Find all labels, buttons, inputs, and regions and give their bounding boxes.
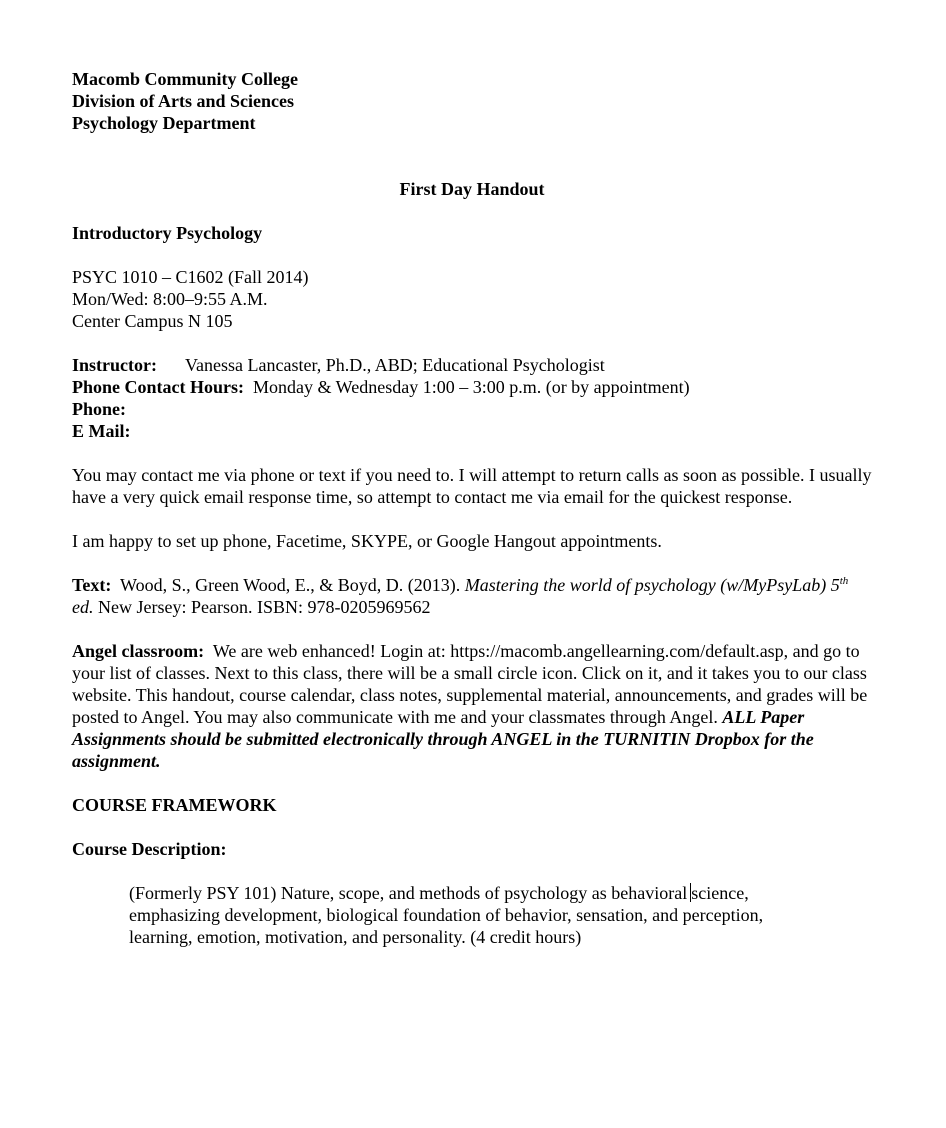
instructor-label: Instructor: <box>72 355 157 375</box>
instructor-value: Vanessa Lancaster, Ph.D., ABD; Educational Psychologist <box>185 355 605 375</box>
division-name: Division of Arts and Sciences <box>72 91 295 111</box>
textbook-citation <box>72 574 872 618</box>
description-text-end: science, emphasizing development, biological foundation of behavior, sensation, and perception, learning, emotion, motivation, and personality. (4 credit hours) <box>129 883 764 947</box>
phone-label: Phone: <box>72 399 126 419</box>
email-label: E Mail: <box>72 421 131 441</box>
text-title: Mastering the world of psychology (w/MyPsyLab) 5 <box>464 575 840 595</box>
contact-block <box>72 354 872 442</box>
course-info <box>72 266 872 332</box>
course-section: PSYC 1010 – C1602 (Fall 2014) <box>72 267 309 287</box>
text-label: Text: <box>72 575 112 595</box>
text-publisher: New Jersey: Pearson. ISBN: 978-0205969562 <box>98 597 431 617</box>
instructor-line <box>72 354 872 376</box>
text-edition-suffix: ed. <box>72 597 94 617</box>
document-title: First Day Handout <box>399 179 545 199</box>
course-location: Center Campus N 105 <box>72 311 233 331</box>
hours-line <box>72 376 872 398</box>
institution-header <box>72 68 872 134</box>
angel-label: Angel classroom: <box>72 641 205 661</box>
text-authors: Wood, S., Green Wood, E., & Boyd, D. (2013). <box>120 575 461 595</box>
course-name: Introductory Psychology <box>72 223 263 243</box>
course-schedule: Mon/Wed: 8:00–9:55 A.M. <box>72 289 268 309</box>
text-edition-sup: th <box>839 575 849 587</box>
department-name: Psychology Department <box>72 113 256 133</box>
angel-paragraph <box>72 640 872 772</box>
framework-heading: COURSE FRAMEWORK <box>72 795 277 815</box>
college-name: Macomb Community College <box>72 69 298 89</box>
document-page <box>72 68 872 948</box>
course-description <box>72 882 829 948</box>
contact-note: You may contact me via phone or text if you need to. I will attempt to return calls as soon as possible. I usually have a very quick email response time, so attempt to contact me via email for the quickest response. <box>72 465 872 507</box>
appointments-note: I am happy to set up phone, Facetime, SKYPE, or Google Hangout appointments. <box>72 531 662 551</box>
description-text-start: (Formerly PSY 101) Nature, scope, and methods of psychology as behavioral <box>129 883 688 903</box>
hours-value: Monday & Wednesday 1:00 – 3:00 p.m. (or by appointment) <box>253 377 690 397</box>
angel-body: We are web enhanced! Login at: https://macomb.angellearning.com/default.asp, and go to your list of classes. Next to this class, there will be a small circle icon. Click on it, and it takes you to our class website. This handout, course calendar, class notes, supplemental material, announcements, and grades will be posted to Angel. You may also communicate with me and your classmates through Angel. <box>72 641 868 727</box>
angel-emphasis: ALL Paper Assignments should be submitted electronically through ANGEL in the TURNITIN Dropbox for the assignment. <box>72 707 814 771</box>
hours-label: Phone Contact Hours: <box>72 377 244 397</box>
description-heading: Course Description: <box>72 839 227 859</box>
